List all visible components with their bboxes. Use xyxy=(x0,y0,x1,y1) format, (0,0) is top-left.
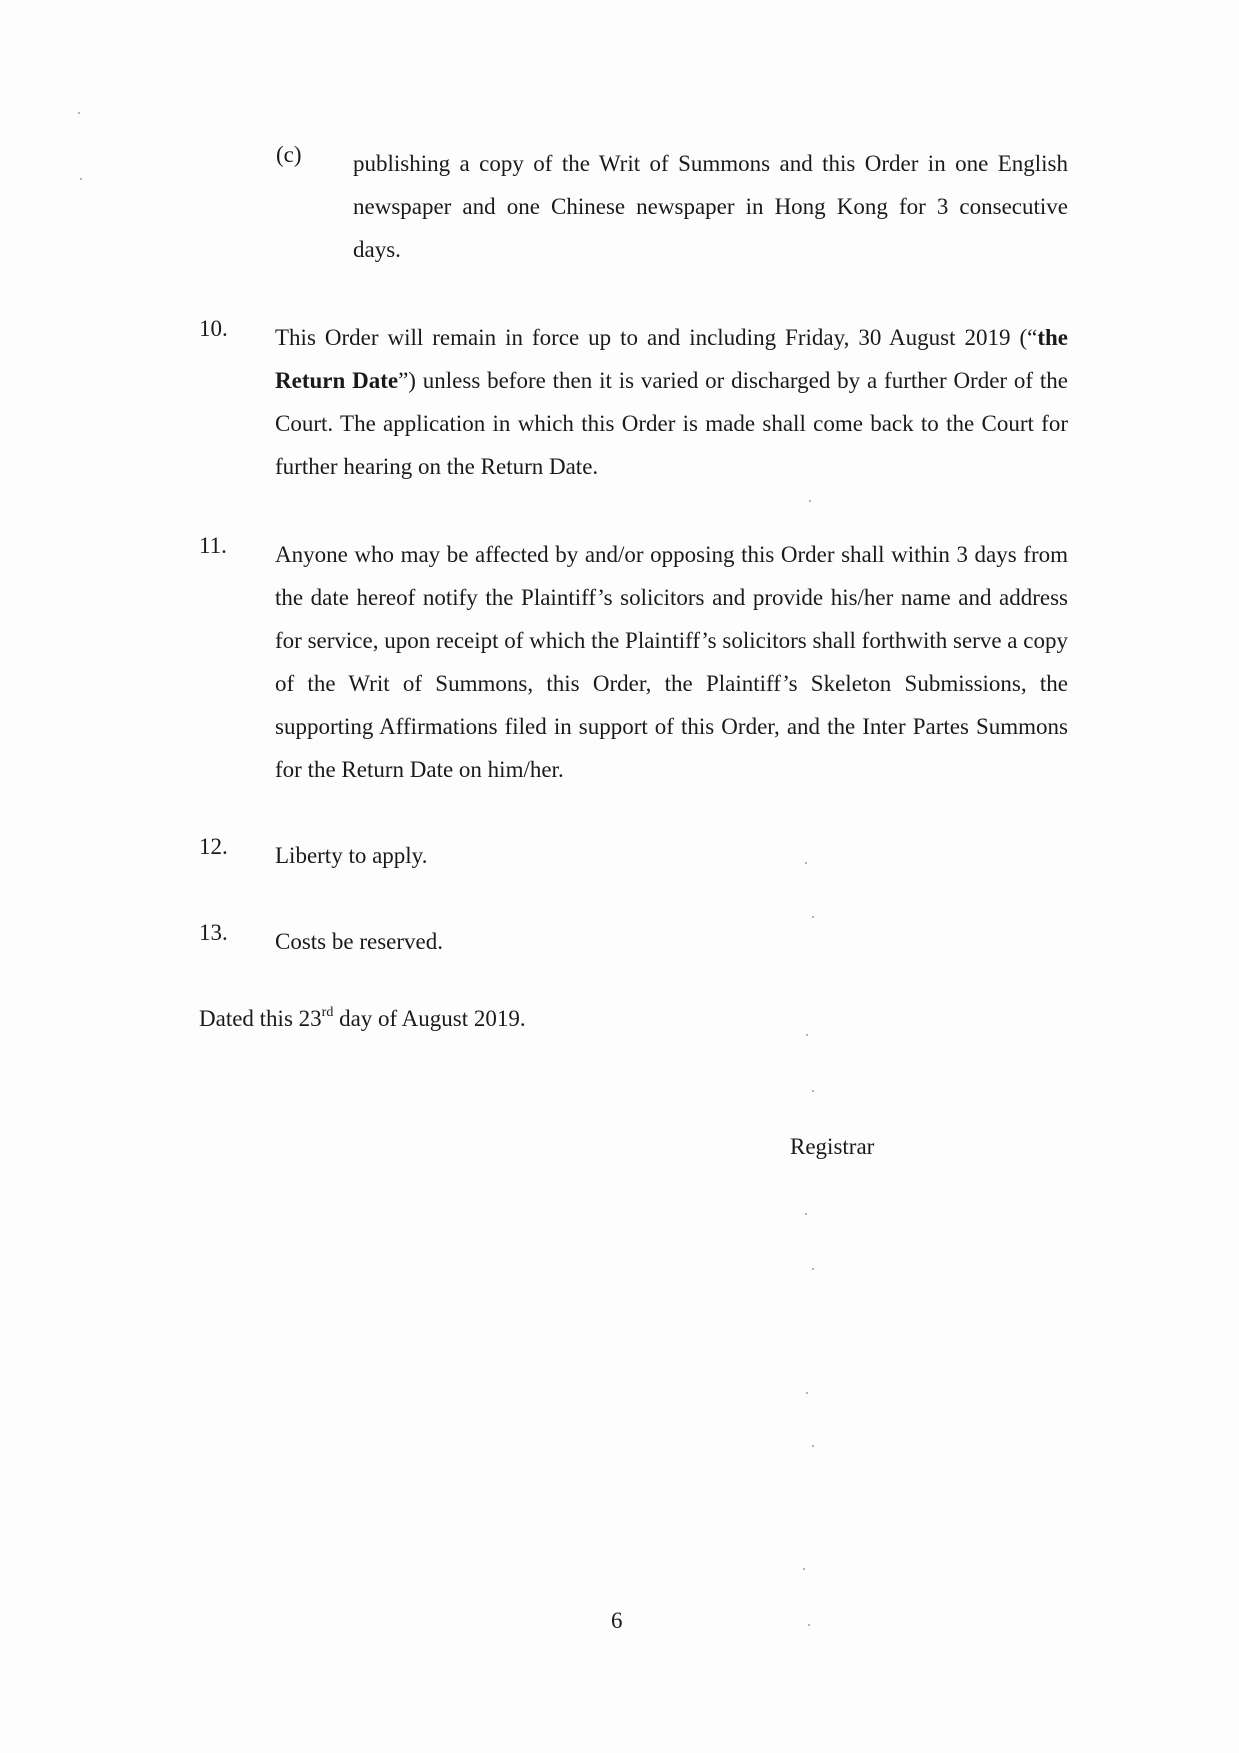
paragraph-text: Anyone who may be affected by and/or opposing this Order shall within 3 days from the date hereof notify the Plaintiff’s solicitors and provide his/her name and address for service, upon receipt of which the Plaintiff’s solicitors shall forthwith serve a copy of the Writ of Summons, this Order, the Plaintiff’s Skeleton Submissions, the supporting Affirmations filed in support of this Order, and the Inter Partes Summons for the Return Date on him/her. xyxy=(275,542,1068,782)
paragraph-text-part: This Order will remain in force up to and including Friday, 30 August 2019 (“ xyxy=(275,325,1038,350)
scan-speck xyxy=(806,1392,808,1394)
dated-rest: day of August 2019. xyxy=(333,1006,526,1031)
date-ordinal-suffix: rd xyxy=(321,1005,334,1020)
paragraph-text: Costs be reserved. xyxy=(275,929,443,954)
paragraph-number: 13. xyxy=(199,920,228,945)
scan-speck xyxy=(812,1090,814,1092)
scan-speck xyxy=(812,1445,814,1447)
scan-speck xyxy=(812,916,814,918)
scan-speck xyxy=(80,178,82,180)
dated-prefix: Dated this 23 xyxy=(199,1006,322,1031)
paragraph-number: 12. xyxy=(199,834,228,859)
scan-speck xyxy=(808,1624,810,1626)
page-number: 6 xyxy=(611,1608,623,1633)
subitem-label: (c) xyxy=(276,142,302,167)
defined-term-return-date: the Return Date xyxy=(275,325,1068,393)
scan-speck xyxy=(806,1034,808,1036)
paragraph-number: 11. xyxy=(199,533,227,558)
paragraph-text-part: ”) unless before then it is varied or discharged by a further Order of the Court. The application in which this Order is made shall come back to the Court for further hearing on the Return Date. xyxy=(275,368,1068,479)
scan-speck xyxy=(812,1268,814,1270)
paragraph-text: Liberty to apply. xyxy=(275,843,428,868)
scan-speck xyxy=(805,1213,807,1215)
subitem-text: publishing a copy of the Writ of Summons and this Order in one English newspaper and one Chinese newspaper in Hong Kong for 3 consecutive days. xyxy=(353,151,1068,262)
signatory-registrar: Registrar xyxy=(790,1134,875,1159)
scan-speck xyxy=(809,500,811,502)
scan-speck xyxy=(805,862,807,864)
scan-speck xyxy=(803,1568,805,1570)
paragraph-number: 10. xyxy=(199,316,228,341)
scan-speck xyxy=(78,112,80,114)
dated-line xyxy=(199,1006,526,1032)
paragraph-text xyxy=(275,316,1068,488)
